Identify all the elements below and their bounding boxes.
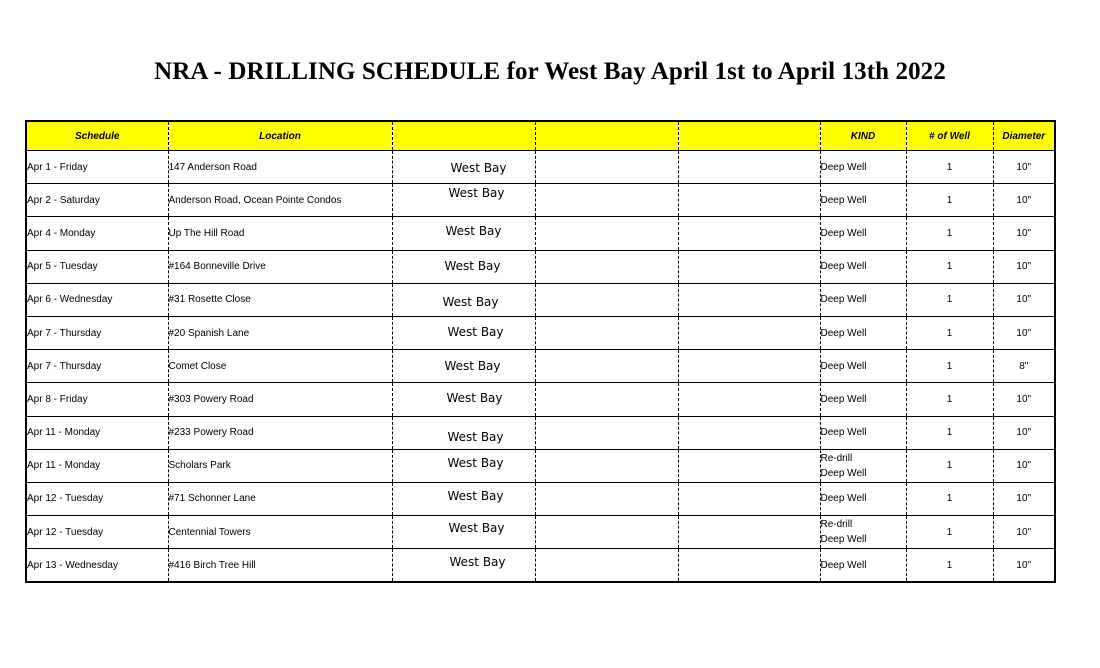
table-row [26, 383, 1055, 416]
blank-cell [535, 383, 678, 416]
area-cell [392, 184, 535, 217]
header-kind: KIND [820, 121, 906, 151]
area-cell [392, 549, 535, 582]
area-cell [392, 416, 535, 449]
blank-cell [678, 184, 820, 217]
kind-line: Re-drill [820, 452, 853, 464]
kind-line: Deep Well [820, 360, 867, 372]
kind-line: Deep Well [820, 393, 867, 405]
area-label: West Bay [445, 224, 502, 239]
area-cell [392, 449, 535, 482]
area-cell [392, 151, 535, 184]
kind-line: Deep Well [820, 327, 867, 339]
location-cell: Scholars Park [168, 449, 392, 482]
schedule-cell: Apr 4 - Monday [26, 217, 168, 250]
table-row [26, 549, 1055, 582]
diameter-cell: 10" [993, 416, 1055, 449]
blank-cell [535, 151, 678, 184]
kind-cell [820, 184, 906, 217]
blank-cell [678, 250, 820, 283]
area-label: West Bay [447, 488, 504, 503]
blank-cell [535, 549, 678, 582]
kind-line: Deep Well [820, 534, 867, 546]
area-label: West Bay [447, 429, 504, 444]
schedule-cell: Apr 11 - Monday [26, 416, 168, 449]
blank-cell [678, 316, 820, 349]
area-label: West Bay [442, 294, 499, 309]
diameter-cell: 10" [993, 482, 1055, 515]
blank-cell [678, 516, 820, 549]
diameter-cell: 10" [993, 184, 1055, 217]
schedule-cell: Apr 12 - Tuesday [26, 516, 168, 549]
header-blank-1 [392, 121, 535, 151]
location-cell: Centennial Towers [168, 516, 392, 549]
kind-cell [820, 482, 906, 515]
blank-cell [535, 184, 678, 217]
blank-cell [535, 350, 678, 383]
blank-cell [535, 482, 678, 515]
schedule-cell: Apr 2 - Saturday [26, 184, 168, 217]
location-cell: Comet Close [168, 350, 392, 383]
header-row [26, 121, 1055, 151]
area-label: West Bay [447, 455, 504, 470]
table-row [26, 449, 1055, 482]
wells-cell: 1 [906, 516, 993, 549]
header-num-wells: # of Well [906, 121, 993, 151]
location-cell: #303 Powery Road [168, 383, 392, 416]
wells-cell: 1 [906, 151, 993, 184]
schedule-cell: Apr 12 - Tuesday [26, 482, 168, 515]
diameter-cell: 10" [993, 316, 1055, 349]
kind-cell [820, 316, 906, 349]
kind-line: Re-drill [820, 519, 853, 531]
schedule-cell: Apr 11 - Monday [26, 449, 168, 482]
area-label: West Bay [449, 555, 506, 570]
kind-cell [820, 217, 906, 250]
kind-line: Deep Well [820, 261, 867, 273]
area-cell [392, 383, 535, 416]
blank-cell [678, 151, 820, 184]
diameter-cell: 10" [993, 449, 1055, 482]
header-blank-2 [535, 121, 678, 151]
table-row [26, 217, 1055, 250]
wells-cell: 1 [906, 549, 993, 582]
header-diameter: Diameter [993, 121, 1055, 151]
area-cell [392, 350, 535, 383]
wells-cell: 1 [906, 482, 993, 515]
blank-cell [535, 316, 678, 349]
location-cell: #164 Bonneville Drive [168, 250, 392, 283]
table-row [26, 416, 1055, 449]
kind-line: Deep Well [820, 559, 867, 571]
schedule-cell: Apr 5 - Tuesday [26, 250, 168, 283]
kind-cell [820, 549, 906, 582]
wells-cell: 1 [906, 217, 993, 250]
kind-cell [820, 449, 906, 482]
wells-cell: 1 [906, 283, 993, 316]
area-label: West Bay [447, 324, 504, 339]
area-label: West Bay [446, 391, 503, 406]
area-label: West Bay [444, 258, 501, 273]
blank-cell [678, 482, 820, 515]
blank-cell [678, 449, 820, 482]
blank-cell [678, 383, 820, 416]
area-cell [392, 217, 535, 250]
page-title: NRA - DRILLING SCHEDULE for West Bay April 1st to April 13th 2022 [154, 58, 946, 85]
wells-cell: 1 [906, 449, 993, 482]
schedule-cell: Apr 13 - Wednesday [26, 549, 168, 582]
location-cell: #71 Schonner Lane [168, 482, 392, 515]
blank-cell [678, 350, 820, 383]
drilling-schedule-table [25, 120, 1056, 583]
area-cell [392, 482, 535, 515]
kind-line: Deep Well [820, 227, 867, 239]
blank-cell [535, 250, 678, 283]
location-cell: #233 Powery Road [168, 416, 392, 449]
area-cell [392, 250, 535, 283]
kind-cell [820, 151, 906, 184]
kind-line: Deep Well [820, 161, 867, 173]
table-row [26, 250, 1055, 283]
kind-cell [820, 383, 906, 416]
blank-cell [678, 549, 820, 582]
table-row [26, 516, 1055, 549]
header-blank-3 [678, 121, 820, 151]
blank-cell [535, 516, 678, 549]
diameter-cell: 10" [993, 283, 1055, 316]
area-cell [392, 283, 535, 316]
wells-cell: 1 [906, 316, 993, 349]
diameter-cell: 10" [993, 383, 1055, 416]
wells-cell: 1 [906, 250, 993, 283]
kind-line: Deep Well [820, 294, 867, 306]
location-cell: #20 Spanish Lane [168, 316, 392, 349]
area-label: West Bay [448, 186, 505, 201]
table-body [26, 151, 1055, 582]
diameter-cell: 10" [993, 516, 1055, 549]
kind-cell [820, 350, 906, 383]
table-row [26, 316, 1055, 349]
kind-line: Deep Well [820, 194, 867, 206]
wells-cell: 1 [906, 184, 993, 217]
diameter-cell: 10" [993, 217, 1055, 250]
blank-cell [535, 449, 678, 482]
diameter-cell: 10" [993, 151, 1055, 184]
diameter-cell: 10" [1016, 559, 1032, 571]
location-cell: Up The Hill Road [168, 217, 392, 250]
kind-cell [820, 516, 906, 549]
table-row [26, 283, 1055, 316]
blank-cell [678, 416, 820, 449]
blank-cell [535, 416, 678, 449]
kind-cell [820, 416, 906, 449]
table-row [26, 151, 1055, 184]
header-schedule: Schedule [26, 121, 168, 151]
area-label: West Bay [444, 359, 501, 374]
table-row [26, 350, 1055, 383]
area-cell [392, 516, 535, 549]
wells-cell: 1 [906, 350, 993, 383]
blank-cell [678, 283, 820, 316]
location-cell: Anderson Road, Ocean Pointe Condos [168, 184, 392, 217]
diameter-cell: 10" [993, 250, 1055, 283]
kind-cell [820, 250, 906, 283]
kind-line: Deep Well [820, 427, 867, 439]
kind-line: Deep Well [820, 493, 867, 505]
location-cell: #31 Rosette Close [168, 283, 392, 316]
blank-cell [678, 217, 820, 250]
blank-cell [535, 217, 678, 250]
schedule-cell: Apr 8 - Friday [26, 383, 168, 416]
schedule-cell: Apr 6 - Wednesday [26, 283, 168, 316]
wells-cell: 1 [906, 416, 993, 449]
wells-cell: 1 [906, 383, 993, 416]
schedule-cell: Apr 1 - Friday [26, 151, 168, 184]
kind-cell [820, 283, 906, 316]
blank-cell [535, 283, 678, 316]
area-label: West Bay [448, 521, 505, 536]
area-label: West Bay [450, 161, 507, 175]
diameter-cell: 8" [993, 350, 1055, 383]
schedule-cell: Apr 7 - Thursday [26, 350, 168, 383]
area-cell [392, 316, 535, 349]
location-cell: #416 Birch Tree Hill [168, 549, 392, 582]
table-row [26, 184, 1055, 217]
location-cell: 147 Anderson Road [168, 151, 392, 184]
kind-line: Deep Well [820, 467, 867, 479]
table-row [26, 482, 1055, 515]
schedule-cell: Apr 7 - Thursday [26, 316, 168, 349]
header-location: Location [168, 121, 392, 151]
